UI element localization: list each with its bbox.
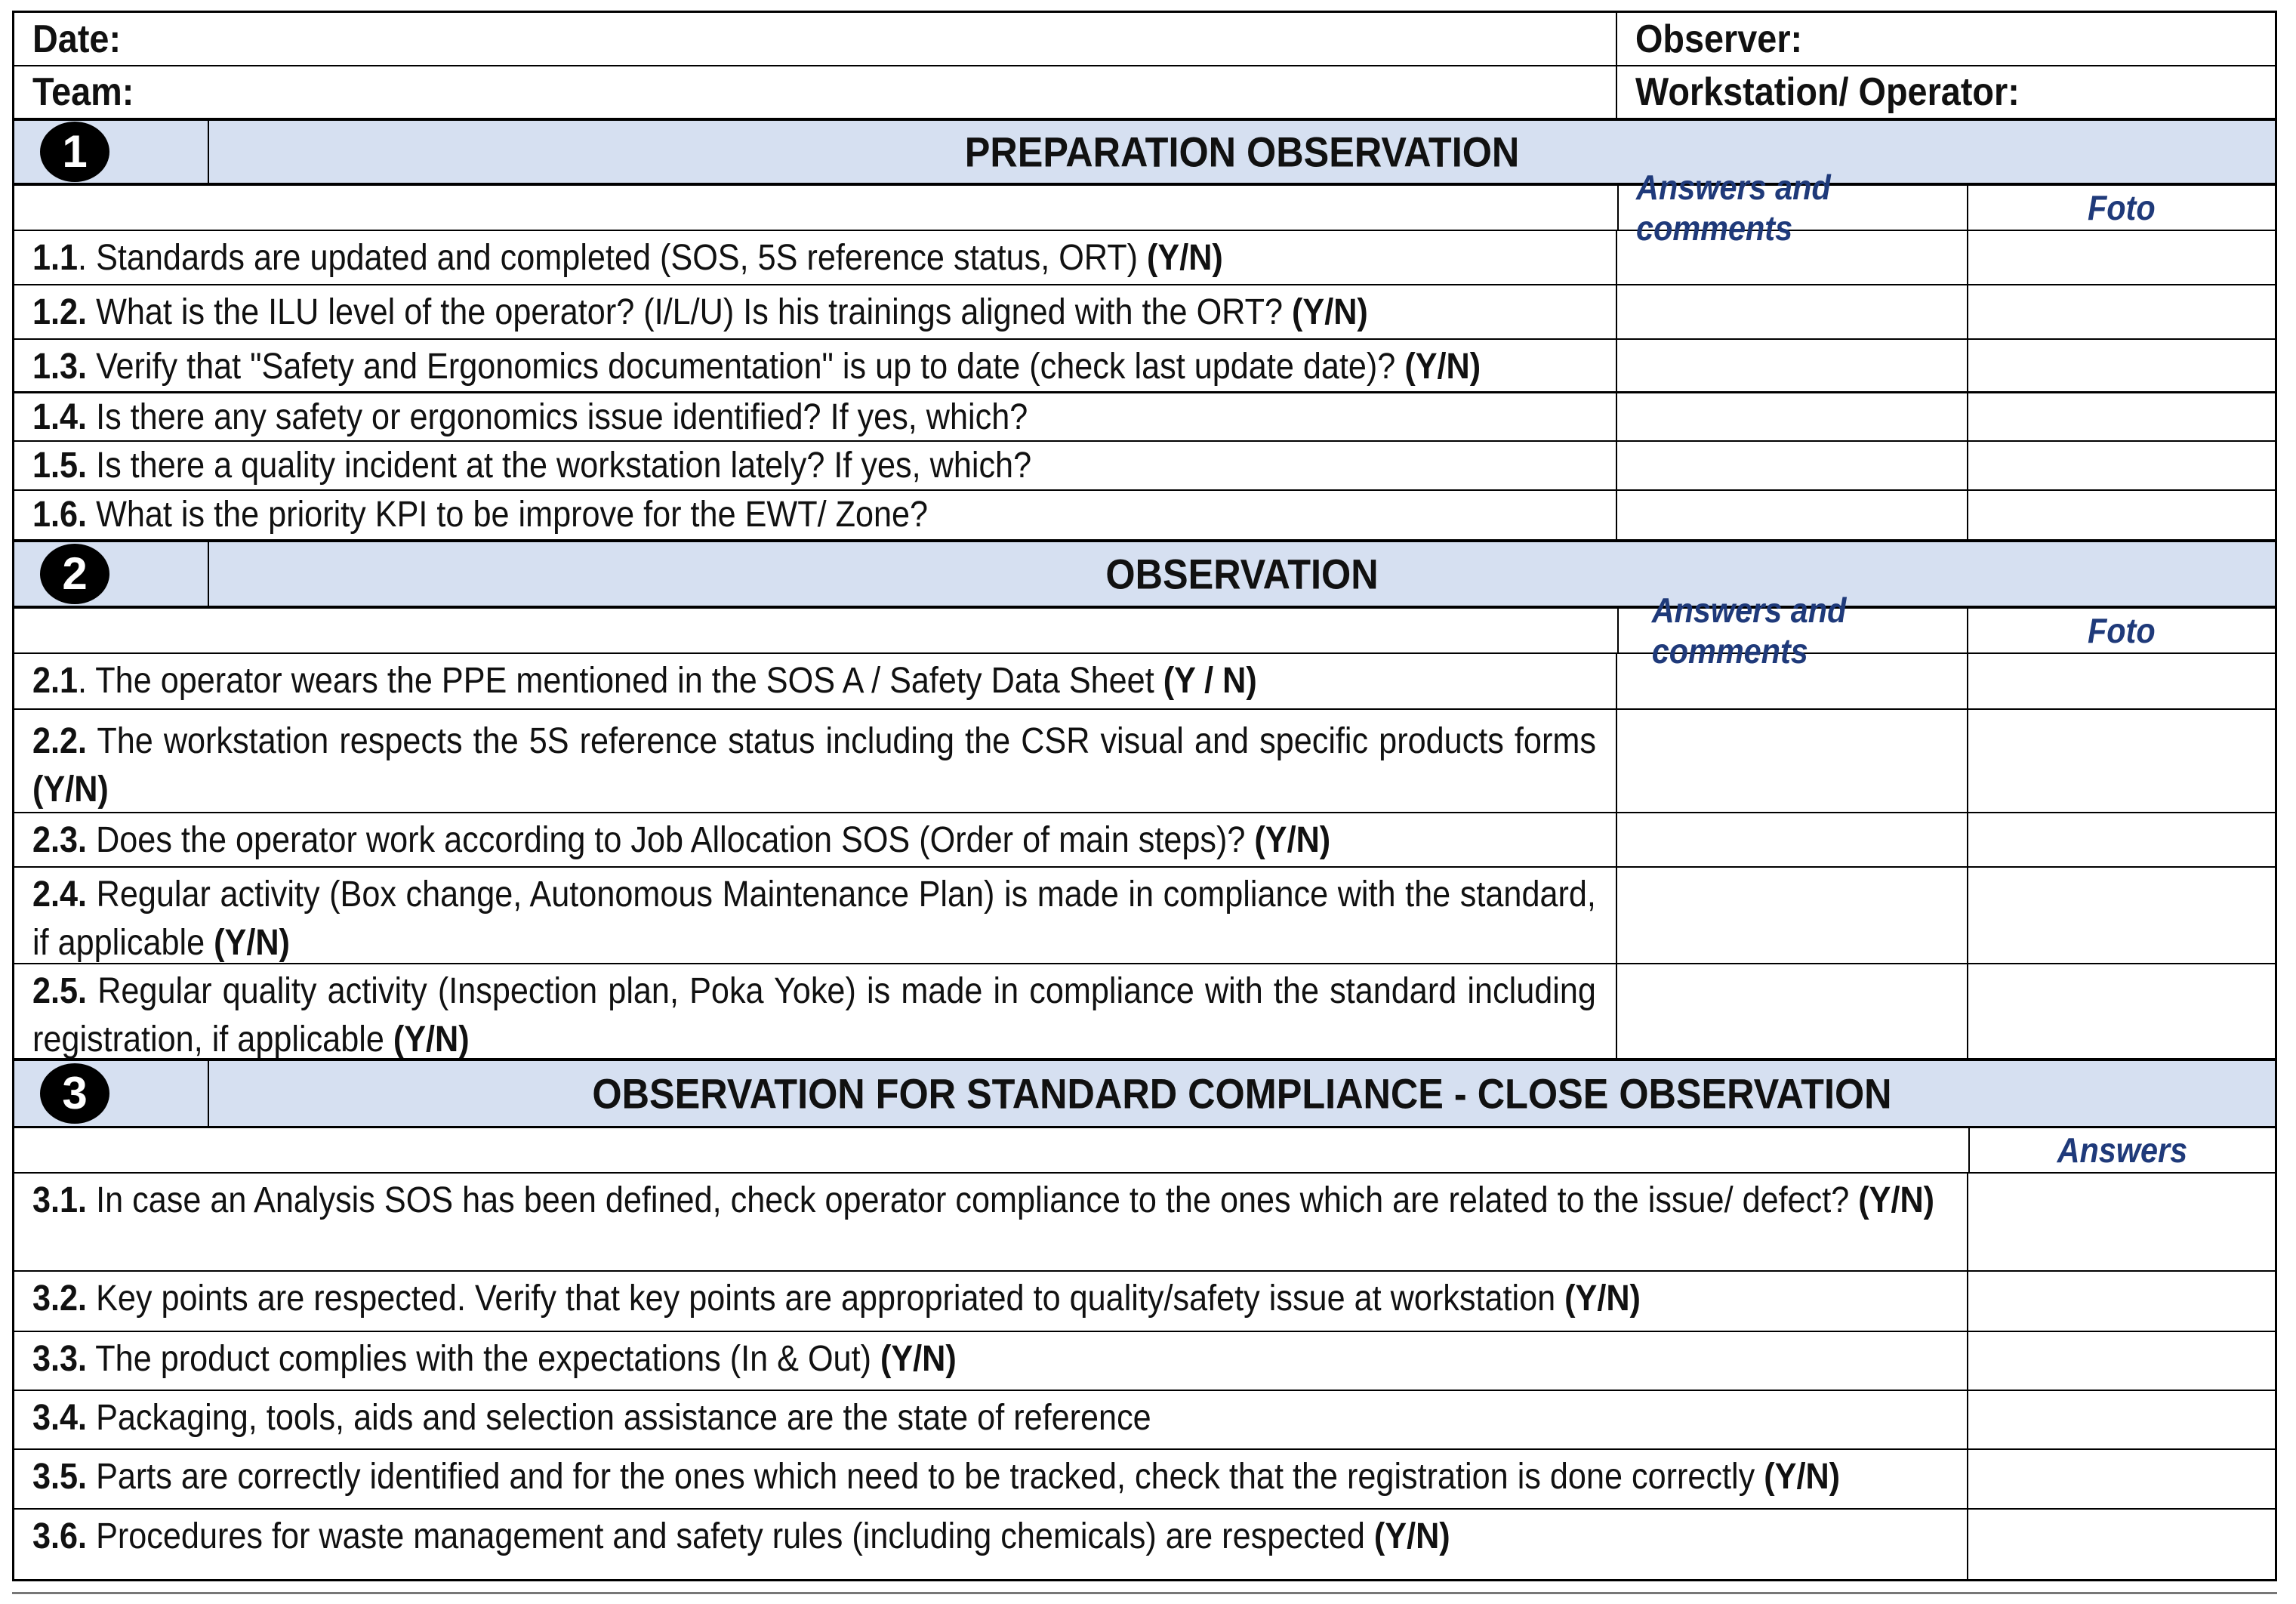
foto-cell[interactable] — [1968, 393, 2275, 440]
question-text: 2.1. The operator wears the PPE mentioned in the SOS A / Safety Data Sheet (Y / N) — [14, 654, 1617, 708]
question-row — [14, 813, 2275, 868]
question-text: 3.4. Packaging, tools, aids and selection assistance are the state of reference — [14, 1391, 1968, 1448]
foto-cell[interactable] — [1968, 442, 2275, 489]
answer-cell[interactable] — [1617, 813, 1968, 866]
answers-comments-header: Answers and comments — [1617, 609, 1968, 652]
question-text: 1.5. Is there a quality incident at the workstation lately? If yes, which? — [14, 442, 1617, 489]
answers-comments-header: Answers and comments — [1617, 186, 1968, 230]
section-1-column-headers — [14, 168, 2275, 248]
answer-cell[interactable] — [1968, 1391, 2275, 1448]
team-label: Team: — [32, 70, 134, 114]
section-1-badge-cell — [14, 121, 209, 183]
foto-cell[interactable] — [1968, 491, 2275, 539]
answer-cell[interactable] — [1968, 1272, 2275, 1331]
question-text: 3.2. Key points are respected. Verify that key points are appropriated to quality/safety issue at workstation (Y/N) — [14, 1272, 1968, 1331]
section-2-number-badge: 2 — [40, 544, 109, 604]
observer-label: Observer: — [1635, 17, 1803, 61]
foto-cell[interactable] — [1968, 964, 2275, 1058]
question-text: 3.1. In case an Analysis SOS has been defined, check operator compliance to the ones which are related to the issue/ defect? (Y/N) — [14, 1174, 1968, 1270]
answer-cell[interactable] — [1968, 1510, 2275, 1579]
answer-cell[interactable] — [1968, 1174, 2275, 1270]
question-row — [14, 285, 2275, 340]
section-3-column-headers — [14, 1128, 2275, 1174]
date-label: Date: — [32, 17, 122, 61]
question-row — [14, 1272, 2275, 1332]
header-row-1 — [14, 13, 2275, 66]
question-row — [14, 1391, 2275, 1450]
question-text: 2.5. Regular quality activity (Inspection plan, Poka Yoke) is made in compliance with the standard including registration, if applicable (Y/N) — [14, 964, 1617, 1058]
answer-cell[interactable] — [1617, 393, 1968, 440]
section-2-title: OBSERVATION — [1105, 550, 1379, 598]
observation-form — [12, 11, 2277, 1581]
section-1-title: PREPARATION OBSERVATION — [964, 128, 1520, 176]
question-text: 2.4. Regular activity (Box change, Autonomous Maintenance Plan) is made in compliance with the standard, if applicable (Y/N) — [14, 868, 1617, 963]
question-row — [14, 1510, 2275, 1579]
answer-cell[interactable] — [1617, 491, 1968, 539]
answer-cell[interactable] — [1617, 710, 1968, 812]
answer-cell[interactable] — [1617, 964, 1968, 1058]
answer-cell[interactable] — [1968, 1332, 2275, 1390]
page-bottom-rule — [12, 1592, 2277, 1594]
question-text: 1.3. Verify that "Safety and Ergonomics documentation" is up to date (check last update date)? (Y/N) — [14, 340, 1617, 391]
section-3-header — [14, 1061, 2275, 1128]
team-field[interactable] — [14, 66, 1617, 121]
question-text: 2.2. The workstation respects the 5S reference status including the CSR visual and specific products forms (Y/N) — [14, 710, 1617, 812]
section-2-badge-cell — [14, 542, 209, 606]
section-2-column-headers — [14, 591, 2275, 671]
header-row-2 — [14, 66, 2275, 121]
question-text: 2.3. Does the operator work according to Job Allocation SOS (Order of main steps)? (Y/N) — [14, 813, 1617, 866]
question-text: 3.3. The product complies with the expectations (In & Out) (Y/N) — [14, 1332, 1968, 1390]
foto-header: Foto — [2088, 188, 2156, 227]
foto-cell[interactable] — [1968, 868, 2275, 963]
answer-cell[interactable] — [1617, 231, 1968, 284]
section-3-number-badge: 3 — [40, 1063, 109, 1124]
answer-cell[interactable] — [1968, 1450, 2275, 1508]
question-row — [14, 710, 2275, 813]
question-text: 1.6. What is the priority KPI to be improve for the EWT/ Zone? — [14, 491, 1617, 539]
section-3-badge-cell — [14, 1061, 209, 1126]
question-row — [14, 1450, 2275, 1510]
answer-cell[interactable] — [1617, 442, 1968, 489]
answer-cell[interactable] — [1617, 654, 1968, 708]
section-3-title: OBSERVATION FOR STANDARD COMPLIANCE - CLOSE OBSERVATION — [592, 1069, 1892, 1118]
question-row — [14, 1332, 2275, 1391]
question-row — [14, 340, 2275, 393]
foto-cell[interactable] — [1968, 285, 2275, 338]
question-text: 1.4. Is there any safety or ergonomics issue identified? If yes, which? — [14, 393, 1617, 440]
answer-cell[interactable] — [1617, 868, 1968, 963]
workstation-field[interactable] — [1617, 66, 2275, 121]
foto-cell[interactable] — [1968, 654, 2275, 708]
question-text: 3.5. Parts are correctly identified and for the ones which need to be tracked, check that the registration is done correctly (Y/N) — [14, 1450, 1968, 1508]
question-row — [14, 654, 2275, 710]
question-row — [14, 393, 2275, 442]
answers-header: Answers — [1968, 1128, 2275, 1172]
question-row — [14, 231, 2275, 285]
question-text: 1.2. What is the ILU level of the operator? (I/L/U) Is his trainings aligned with the ORT? (Y/N) — [14, 285, 1617, 338]
question-row — [14, 491, 2275, 542]
question-row — [14, 1174, 2275, 1272]
date-field[interactable] — [14, 13, 1617, 66]
section-1-number-badge: 1 — [40, 122, 109, 182]
answer-cell[interactable] — [1617, 285, 1968, 338]
observer-field[interactable] — [1617, 13, 2275, 66]
question-text: 3.6. Procedures for waste management and safety rules (including chemicals) are respected (Y/N) — [14, 1510, 1968, 1579]
foto-cell[interactable] — [1968, 813, 2275, 866]
question-row — [14, 442, 2275, 491]
foto-cell[interactable] — [1968, 231, 2275, 284]
workstation-label: Workstation/ Operator: — [1635, 70, 2020, 114]
question-row — [14, 964, 2275, 1061]
question-row — [14, 868, 2275, 964]
foto-cell[interactable] — [1968, 340, 2275, 391]
question-text: 1.1. Standards are updated and completed (SOS, 5S reference status, ORT) (Y/N) — [14, 231, 1617, 284]
foto-header: Foto — [2088, 611, 2156, 650]
answer-cell[interactable] — [1617, 340, 1968, 391]
foto-cell[interactable] — [1968, 710, 2275, 812]
